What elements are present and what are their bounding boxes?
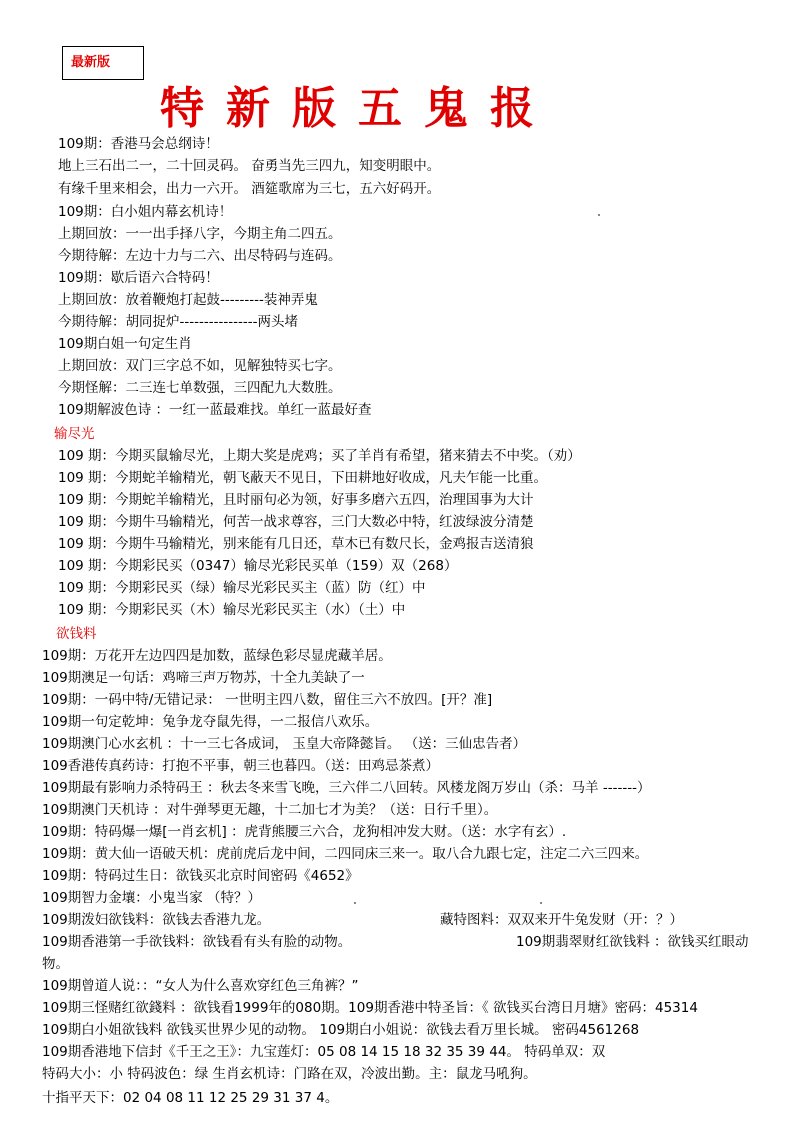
text-line: 109 期：今期买鼠输尽光，上期大奖是虎鸡；买了羊肖有希望，猪来猜去不中奖。（劝） bbox=[58, 448, 581, 464]
text-line: 109期白小姐欲钱料 欲钱买世界少见的动物。 109期白小姐说：欲钱去看万里长城。 密码4561268 bbox=[42, 1022, 640, 1038]
text-line: 109期解波色诗 ：一红一蓝最难找。单红一蓝最好查 bbox=[58, 402, 372, 418]
text-line: 109 期：今期牛马输精光，何苦一战求尊容，三门大数必中特，红波绿波分清楚 bbox=[58, 514, 534, 530]
text-line: 今期待解：左边十力与二六、出尽特码与连码。 bbox=[58, 248, 342, 264]
text-line: 有缘千里来相会，出力一六开。 酒筵歌席为三七，五六好码开。 bbox=[58, 181, 441, 197]
text-line: 109期：一码中特/无错记录： 一世明主四八数，留住三六不放四。[开？准] bbox=[42, 692, 493, 708]
text-line: 109期白姐一句定生肖 bbox=[58, 336, 192, 352]
text-line: 109 期：今期牛马输精光，别来能有几日还，草木已有数尺长，金鸡报吉送清狼 bbox=[58, 536, 534, 552]
speck bbox=[598, 214, 600, 216]
text-line: 109期：万花开左边四四是加数，蓝绿色彩尽显虎藏羊居。 bbox=[42, 648, 392, 664]
text-line: 上期回放：一一出手择八字，今期主角二四五。 bbox=[58, 226, 342, 242]
text-line: 109期：歇后语六合特码！ bbox=[58, 270, 219, 286]
text-line: 109期翡翠财红欲钱料 ：欲钱买红眼动 bbox=[516, 934, 749, 950]
text-line: 109期：白小姐内幕玄机诗！ bbox=[58, 204, 233, 220]
text-line: 109期一句定乾坤：兔争龙夺鼠先得，一二报信八欢乐。 bbox=[42, 714, 379, 730]
text-line: 109 期：今期彩民买（绿）输尽光彩民买主（蓝）防（红）中 bbox=[58, 580, 426, 596]
text-line: 109 期：今期彩民买（0347）输尽光彩民买单（159）双（268） bbox=[58, 558, 458, 574]
text-line: 109期：特码爆一爆[一肖玄机] ：虎背熊腰三六合，龙狗相冲发大财。（送：水字有玄）. bbox=[42, 824, 567, 840]
speck bbox=[354, 902, 356, 904]
section-heading: 欲钱料 bbox=[56, 626, 97, 642]
text-line: 109 期：今期彩民买（木）输尽光彩民买主（水）（土）中 bbox=[58, 602, 406, 618]
text-line: 109期曾道人说：：“女人为什么喜欢穿红色三角裤？” bbox=[42, 978, 359, 994]
text-line: 109 期：今期蛇羊输精光，朝飞蔽天不见日，下田耕地好收成，凡夫乍能一比重。 bbox=[58, 470, 548, 486]
text-line: 今期待解：胡同捉炉----------------两头堵 bbox=[58, 314, 298, 330]
text-line: 109期三怪赌红欲錢料 ：欲钱看1999年的080期。109期香港中特圣旨：《 欲钱买台湾日月塘》密码：45314 bbox=[42, 1000, 698, 1016]
text-line: 特码大小：小 特码波色：绿 生肖玄机诗：门路在双，冷波出勤。主：鼠龙马吼狗。 bbox=[42, 1066, 537, 1082]
text-line: 109期澳足一句话：鸡啼三声万物苏，十全九美缺了一 bbox=[42, 670, 365, 686]
text-line: 109期智力金壤：小鬼当家 （特？） bbox=[42, 890, 262, 906]
text-line: 109 期：今期蛇羊输精光，且时丽句必为领，好事多磨六五四，治理国事为大计 bbox=[58, 492, 534, 508]
text-line: 藏特图料：双双来开牛兔发财（开：？） bbox=[440, 912, 683, 928]
text-line: 今期怪解：二三连七单数强，三四配九大数胜。 bbox=[58, 380, 342, 396]
text-line: 地上三石出二一，二十回灵码。 奋勇当先三四九，知变明眼中。 bbox=[58, 158, 441, 174]
text-line: 109期：黄大仙一语破天机：虎前虎后龙中间，二四同床三来一。取八合九跟七定，注定二六三四来。 bbox=[42, 846, 649, 862]
text-line: 109期香港第一手欲钱料：欲钱看有头有脸的动物。 bbox=[42, 934, 352, 950]
text-line: 109香港传真药诗：打抱不平事，朝三也暮四。（送：田鸡忌茶煮） bbox=[42, 758, 440, 774]
text-line: 十指平天下：02 04 08 11 12 25 29 31 37 4。 bbox=[42, 1090, 339, 1106]
text-line: 109期：特码过生日：欲钱买北京时间密码《4652》 bbox=[42, 868, 359, 884]
text-line: 109期：香港马会总纲诗！ bbox=[58, 136, 219, 152]
text-line: 物。 bbox=[42, 956, 69, 972]
edition-badge bbox=[62, 46, 144, 80]
text-line: 109期香港地下信封《千王之王》：九宝莲灯：05 08 14 15 18 32 35 39 44。 特码单双：双 bbox=[42, 1044, 606, 1060]
text-line: 109期澳门天机诗 ：对牛弹琴更无趣，十二加七才为美？（送：日行千里）。 bbox=[42, 802, 498, 818]
text-line: 109期澳门心水玄机 ：十一三七各成词， 玉皇大帝降懿旨。 （送：三仙忠告者） bbox=[42, 736, 527, 752]
section-heading: 输尽光 bbox=[54, 426, 95, 442]
text-line: 109期最有影响力杀特码王 ：秋去冬来雪飞晚，三六伴二八回转。风楼龙阁万岁山（杀：马羊 -------） bbox=[42, 780, 651, 796]
text-line: 上期回放：放着鞭炮打起鼓---------装神弄鬼 bbox=[58, 292, 318, 308]
edition-badge-label: 最新版 bbox=[71, 55, 111, 70]
page-title: 特新版五鬼报 bbox=[160, 83, 556, 134]
text-line: 109期泼妇欲钱料：欲钱去香港九龙。 bbox=[42, 912, 271, 928]
text-line: 上期回放：双门三字总不如，见解独特买七字。 bbox=[58, 358, 342, 374]
speck bbox=[540, 902, 542, 904]
